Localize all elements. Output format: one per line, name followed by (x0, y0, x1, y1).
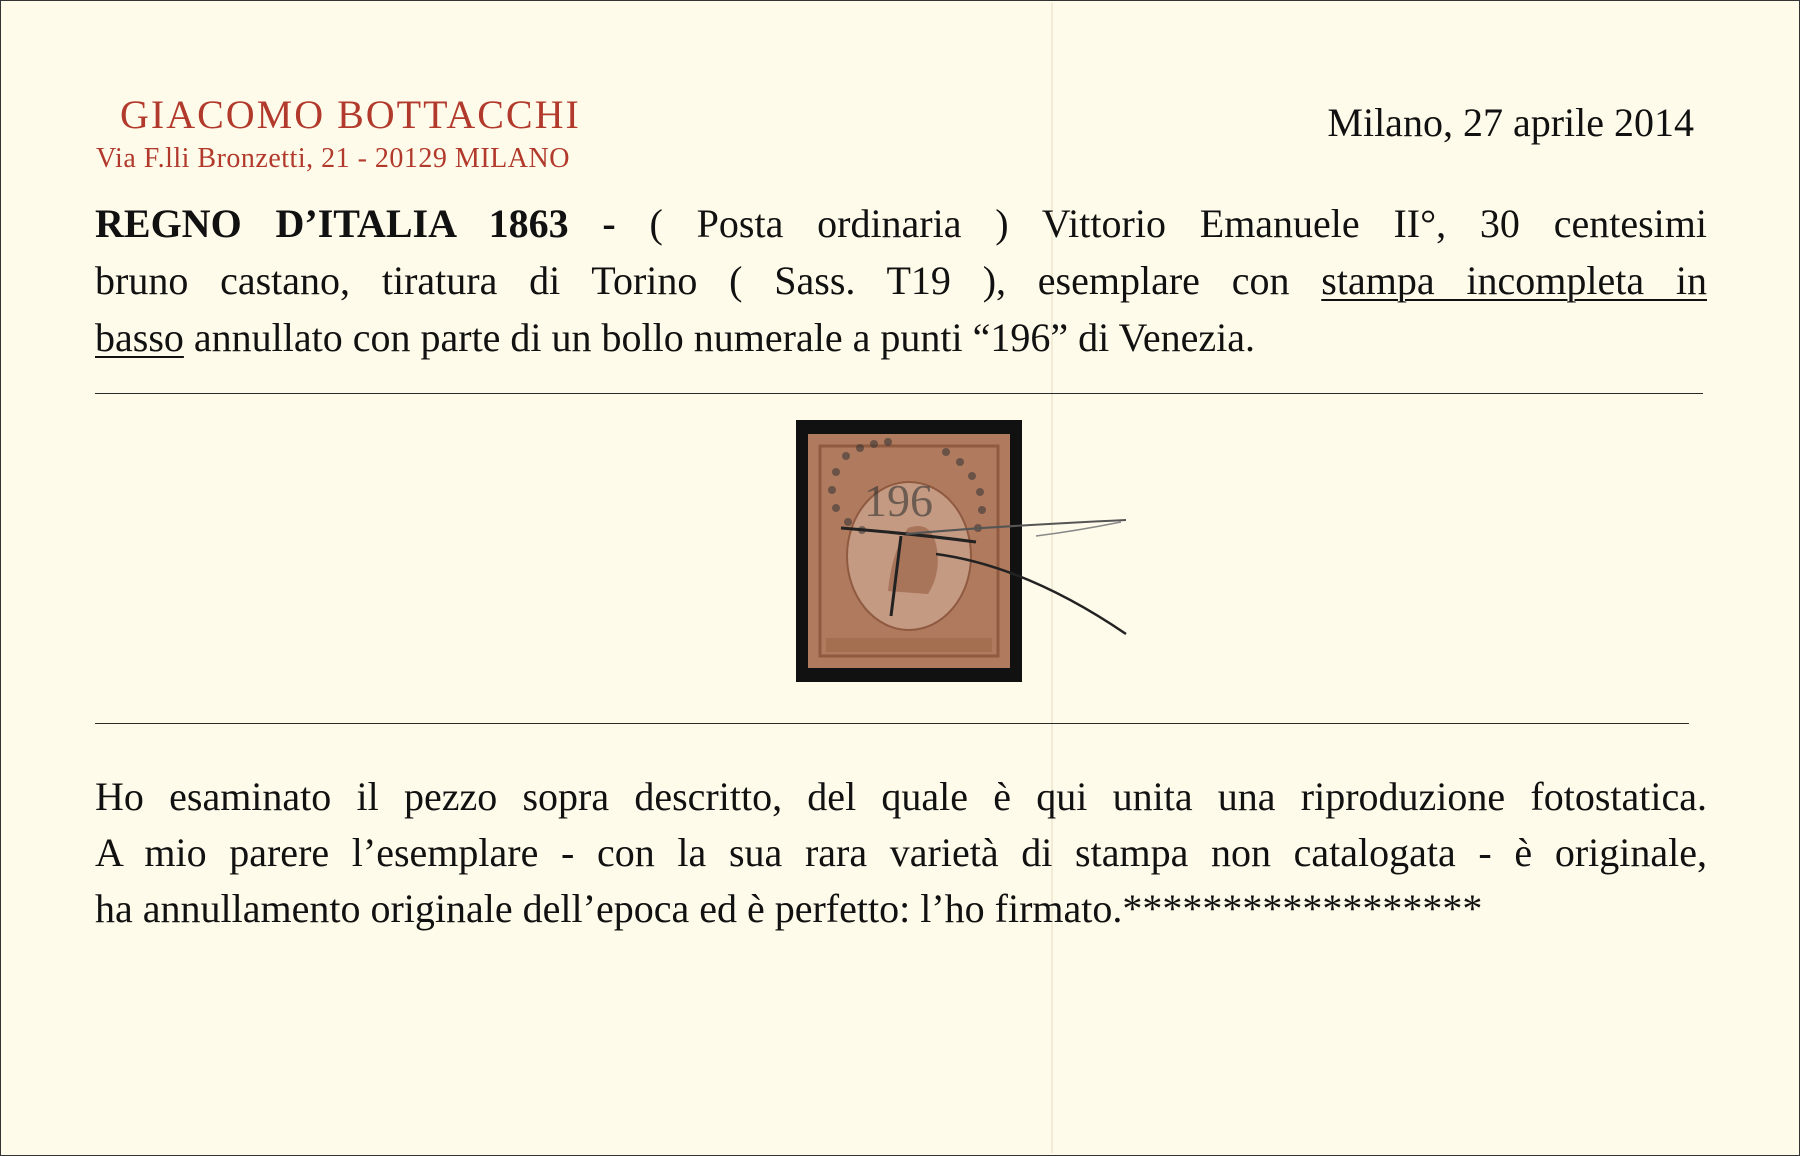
statement-stars: ****************** (1122, 886, 1483, 931)
expert-statement (95, 769, 1707, 937)
variety-underlined: basso (95, 315, 184, 360)
certificate-date: Milano, 27 aprile 2014 (1327, 100, 1694, 145)
divider (95, 393, 1703, 394)
stamp-image (796, 416, 1136, 684)
description-line-3 (95, 309, 1707, 366)
stamp-description (95, 195, 1707, 366)
variety-underlined: stampa incompleta in (1321, 258, 1707, 303)
description-text: bruno castano, tiratura di Torino ( Sass. T19 ), esemplare con (95, 258, 1290, 303)
description-line-1 (95, 195, 1707, 252)
stamp-photo (796, 416, 1136, 684)
divider (95, 723, 1689, 724)
sender-address: Via F.lli Bronzetti, 21 - 20129 MILANO (96, 143, 570, 174)
statement-line-2: A mio parere l’esemplare - con la sua rara varietà di stampa non catalogata - è originale, (95, 830, 1707, 875)
statement-line-3 (95, 881, 1707, 937)
sender-name: GIACOMO BOTTACCHI (120, 92, 581, 137)
description-heading: REGNO D’ITALIA 1863 - (95, 201, 616, 246)
description-text: ( Posta ordinaria ) Vittorio Emanuele II°, 30 centesimi (649, 201, 1708, 246)
stamp-value-label (826, 638, 992, 652)
statement-line-1: Ho esaminato il pezzo sopra descritto, del quale è qui unita una riproduzione fotostatica. (95, 774, 1707, 819)
statement-text: ha annullamento originale dell’epoca ed è perfetto: l’ho firmato. (95, 886, 1123, 931)
description-text: annullato con parte di un bollo numerale a punti “196” di Venezia. (193, 315, 1256, 360)
cancel-digits: 196 (864, 475, 933, 526)
description-line-2 (95, 252, 1707, 309)
